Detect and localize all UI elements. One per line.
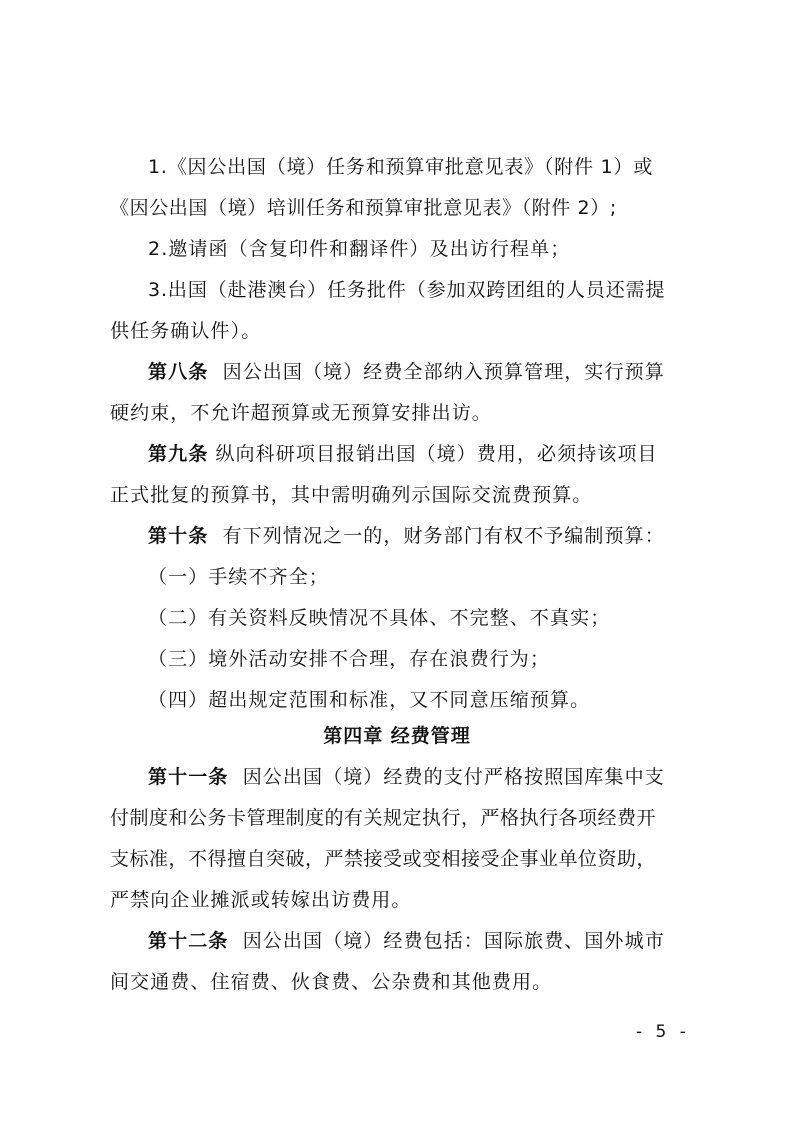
article-10-item-1: （一）手续不齐全； xyxy=(148,566,329,588)
article-9-cont: 正式批复的预算书，其中需明确列示国际交流费预算。 xyxy=(110,484,593,506)
article-11-title: 第十一条 xyxy=(148,766,229,788)
article-9-text: 纵向科研项目报销出国（境）费用，必须持该项目 xyxy=(215,443,658,465)
article-12-cont: 间交通费、住宿费、伙食费、公杂费和其他费用。 xyxy=(110,971,553,993)
attachment-item-3-cont: 供任务确认件）。 xyxy=(110,320,262,342)
article-10-item-4: （四）超出规定范围和标准，又不同意压缩预算。 xyxy=(148,689,591,711)
article-10-title: 第十条 xyxy=(148,525,209,547)
article-11-text: 因公出国（境）经费的支付严格按照国库集中支 xyxy=(242,766,665,788)
article-9 xyxy=(148,439,658,466)
chapter-heading: 第四章 经费管理 xyxy=(323,725,471,747)
article-11-cont-2: 支标准，不得擅自突破，严禁接受或变相接受企事业单位资助， xyxy=(110,848,657,870)
article-8-title: 第八条 xyxy=(148,361,209,383)
article-10-text: 有下列情况之一的，财务部门有权不予编制预算： xyxy=(222,525,665,547)
attachment-item-2: 2.邀请函（含复印件和翻译件）及出访行程单； xyxy=(148,238,571,260)
article-10 xyxy=(148,521,665,548)
page-number: - 5 - xyxy=(636,1022,690,1042)
article-12-title: 第十二条 xyxy=(148,930,229,952)
article-11-cont-3: 严禁向企业摊派或转嫁出访费用。 xyxy=(110,889,412,911)
article-8 xyxy=(148,357,665,384)
article-9-title: 第九条 xyxy=(148,443,209,465)
attachment-item-1: 1.《因公出国（境）任务和预算审批意见表》（附件 1）或 xyxy=(148,156,654,178)
article-11 xyxy=(148,762,665,789)
article-10-item-3: （三）境外活动安排不合理，存在浪费行为； xyxy=(148,648,551,670)
article-8-cont: 硬约束，不允许超预算或无预算安排出访。 xyxy=(110,402,492,424)
article-12-text: 因公出国（境）经费包括：国际旅费、国外城市 xyxy=(242,930,665,952)
article-11-cont-1: 付制度和公务卡管理制度的有关规定执行，严格执行各项经费开 xyxy=(110,807,657,829)
attachment-item-3: 3.出国（赴港澳台）任务批件（参加双跨团组的人员还需提 xyxy=(148,279,666,301)
article-10-item-2: （二）有关资料反映情况不具体、不完整、不真实； xyxy=(148,607,611,629)
article-12 xyxy=(148,926,665,953)
article-8-text: 因公出国（境）经费全部纳入预算管理，实行预算 xyxy=(222,361,665,383)
attachment-item-1-cont: 《因公出国（境）培训任务和预算审批意见表》（附件 2）; xyxy=(110,197,617,219)
